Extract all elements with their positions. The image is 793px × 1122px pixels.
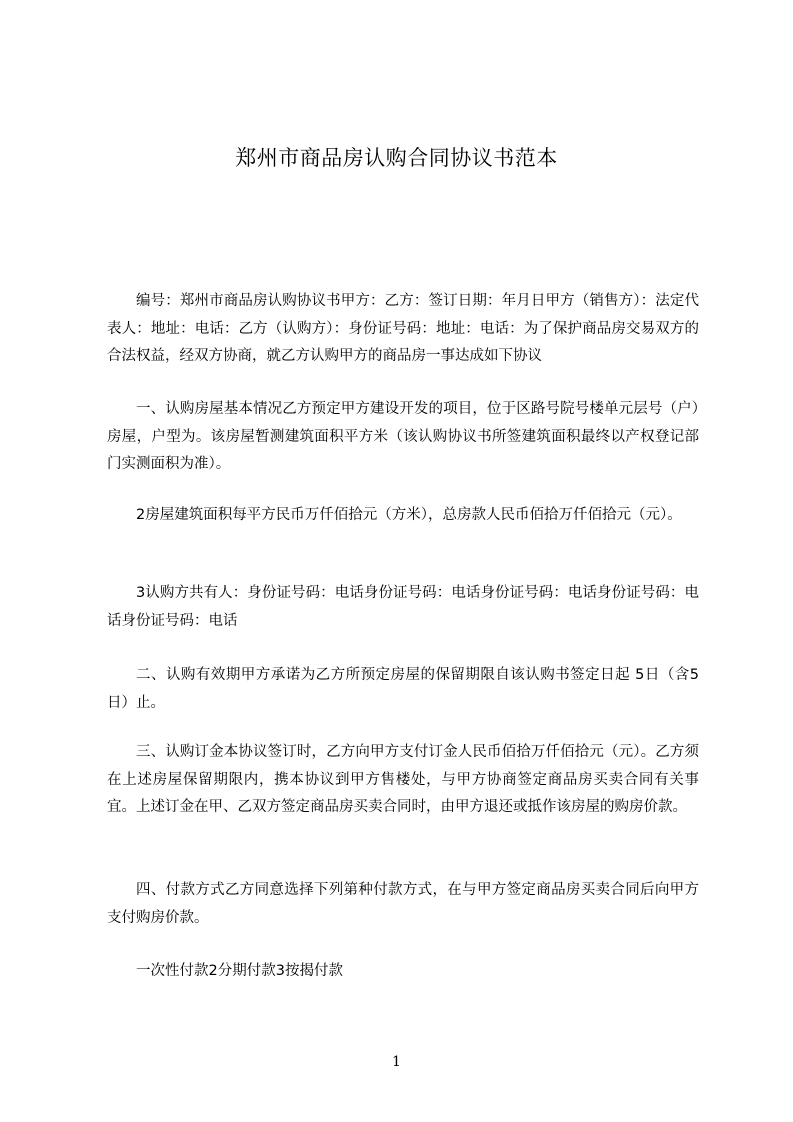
document-title: 郑州市商品房认购合同协议书范本	[235, 146, 558, 170]
paragraph-payment-method: 四、付款方式乙方同意选择下列第种付款方式，在与甲方签定商品房买卖合同后向甲方支付购房价款。	[107, 882, 699, 926]
paragraph-price: 2房屋建筑面积每平方民币万仟佰拾元（方米），总房款人民币佰拾万仟佰拾元（元）。	[136, 507, 682, 523]
paragraph-validity: 二、认购有效期甲方承诺为乙方所预定房屋的保留期限自该认购书签定日起 5日（含5日）止。	[107, 667, 699, 711]
paragraph-house-info: 一、认购房屋基本情况乙方预定甲方建设开发的项目，位于区路号院号楼单元层号（户）房屋，户型为。该房屋暂测建筑面积平方米（该认购协议书所签建筑面积最终以产权登记部门实测面积为准）。	[107, 401, 699, 472]
page-number: 1	[392, 1054, 401, 1070]
paragraph-co-owners: 3认购方共有人：身份证号码：电话身份证号码：电话身份证号码：电话身份证号码：电话身份证号码：电话	[107, 585, 699, 629]
paragraph-payment-options: 一次性付款2分期付款3按揭付款	[136, 963, 343, 979]
paragraph-deposit: 三、认购订金本协议签订时，乙方向甲方支付订金人民币佰拾万仟佰拾元（元）。乙方须在上述房屋保留期限内，携本协议到甲方售楼处，与甲方协商签定商品房买卖合同有关事宜。上述订金在甲、乙双方签定商品房买卖合同时，由甲方退还或抵作该房屋的购房价款。	[107, 744, 699, 815]
paragraph-header-info: 编号：郑州市商品房认购协议书甲方：乙方：签订日期：年月日甲方（销售方）：法定代表人：地址：电话：乙方（认购方）：身份证号码：地址：电话：为了保护商品房交易双方的合法权益，经双方协商，就乙方认购甲方的商品房一事达成如下协议	[107, 293, 699, 364]
